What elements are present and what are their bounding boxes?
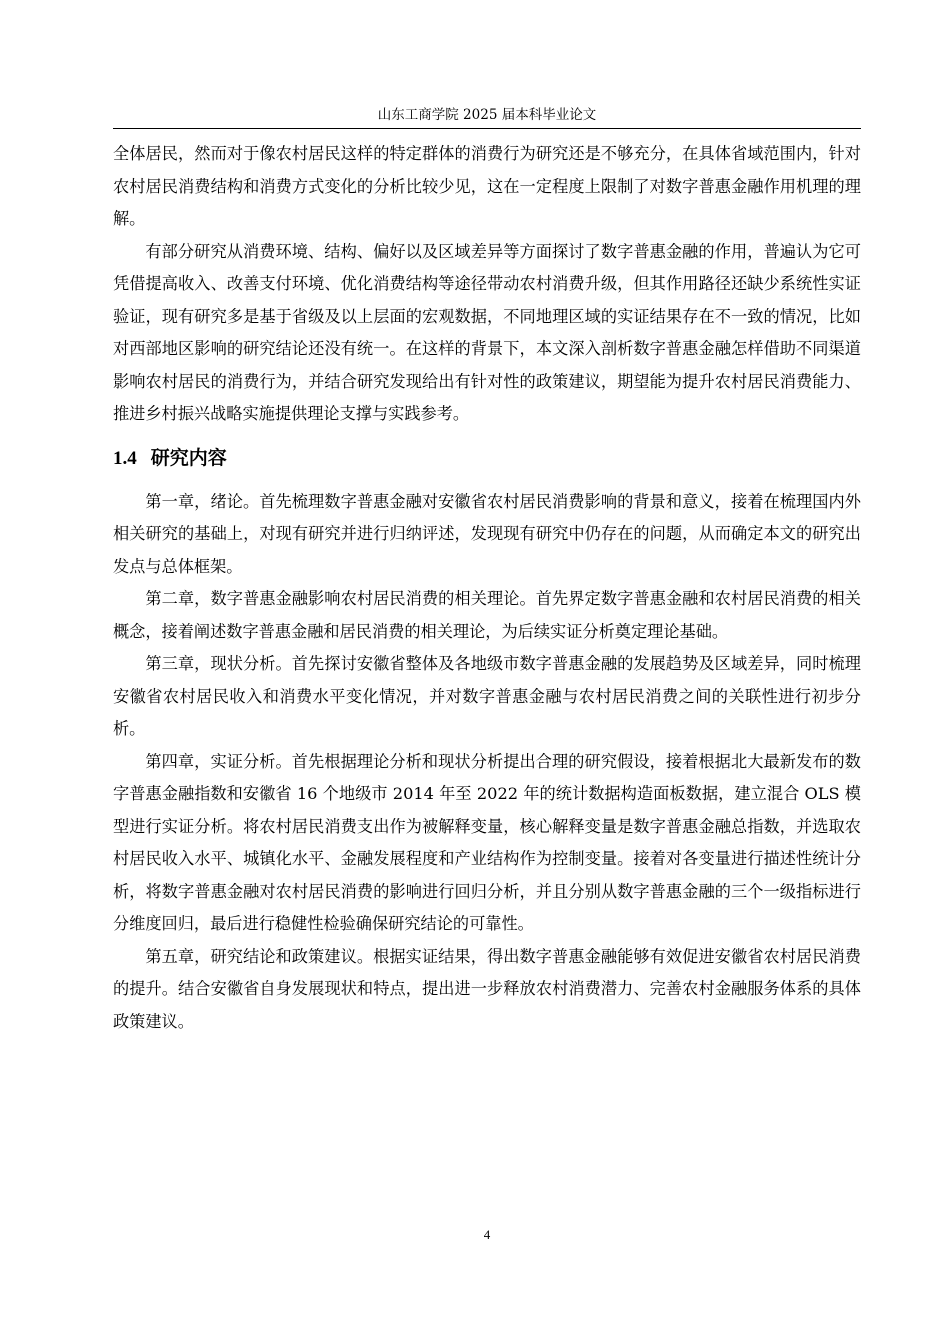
chapter-2-paragraph: 第二章，数字普惠金融影响农村居民消费的相关理论。首先界定数字普惠金融和农村居民消费的相关概念，接着阐述数字普惠金融和居民消费的相关理论，为后续实证分析奠定理论基础。 (113, 589, 861, 641)
page-body (113, 138, 861, 1038)
running-header: 山东工商学院 2025 届本科毕业论文 (377, 107, 597, 123)
header-divider (113, 128, 861, 129)
chapter-4-paragraph: 第四章，实证分析。首先根据理论分析和现状分析提出合理的研究假设，接着根据北大最新发布的数字普惠金融指数和安徽省 16 个地级市 2014 年至 2022 年的统计数据构造面板数据，建立混合 OLS 模型进行实证分析。将农村居民消费支出作为被解释变量，核心解释变量是数字普惠金融总指数，并选取农村居民收入水平、城镇化水平、金融发展程度和产业结构作为控制变量。接着对各变量进行描述性统计分析，将数字普惠金融对农村居民消费的影响进行回归分析，并且分别从数字普惠金融的三个一级指标进行分维度回归，最后进行稳健性检验确保研究结论的可靠性。 (113, 751, 861, 933)
chapter-5-paragraph: 第五章，研究结论和政策建议。根据实证结果，得出数字普惠金融能够有效促进安徽省农村居民消费的提升。结合安徽省自身发展现状和特点，提出进一步释放农村消费潜力、完善农村金融服务体系的具体政策建议。 (113, 946, 861, 1031)
page-number: 4 (483, 1227, 491, 1242)
section-number: 1.4 (113, 447, 137, 469)
body-paragraph: 有部分研究从消费环境、结构、偏好以及区域差异等方面探讨了数字普惠金融的作用，普遍认为它可凭借提高收入、改善支付环境、优化消费结构等途径带动农村消费升级，但其作用路径还缺少系统性实证验证，现有研究多是基于省级及以上层面的宏观数据，不同地理区域的实证结果存在不一致的情况，比如对西部地区影响的研究结论还没有统一。在这样的背景下，本文深入剖析数字普惠金融怎样借助不同渠道影响农村居民的消费行为，并结合研究发现给出有针对性的政策建议，期望能为提升农村居民消费能力、推进乡村振兴战略实施提供理论支撑与实践参考。 (113, 241, 861, 423)
body-paragraph-continued: 全体居民，然而对于像农村居民这样的特定群体的消费行为研究还是不够充分，在具体省域范围内，针对农村居民消费结构和消费方式变化的分析比较少见，这在一定程度上限制了对数字普惠金融作用机理的理解。 (113, 144, 861, 228)
chapter-3-paragraph: 第三章，现状分析。首先探讨安徽省整体及各地级市数字普惠金融的发展趋势及区域差异，同时梳理安徽省农村居民收入和消费水平变化情况，并对数字普惠金融与农村居民消费之间的关联性进行初步分析。 (113, 654, 861, 738)
section-heading (113, 443, 861, 474)
chapter-1-paragraph: 第一章，绪论。首先梳理数字普惠金融对安徽省农村居民消费影响的背景和意义，接着在梳理国内外相关研究的基础上，对现有研究并进行归纳评述，发现现有研究中仍存在的问题，从而确定本文的研究出发点与总体框架。 (113, 491, 861, 576)
section-title: 研究内容 (150, 446, 227, 469)
